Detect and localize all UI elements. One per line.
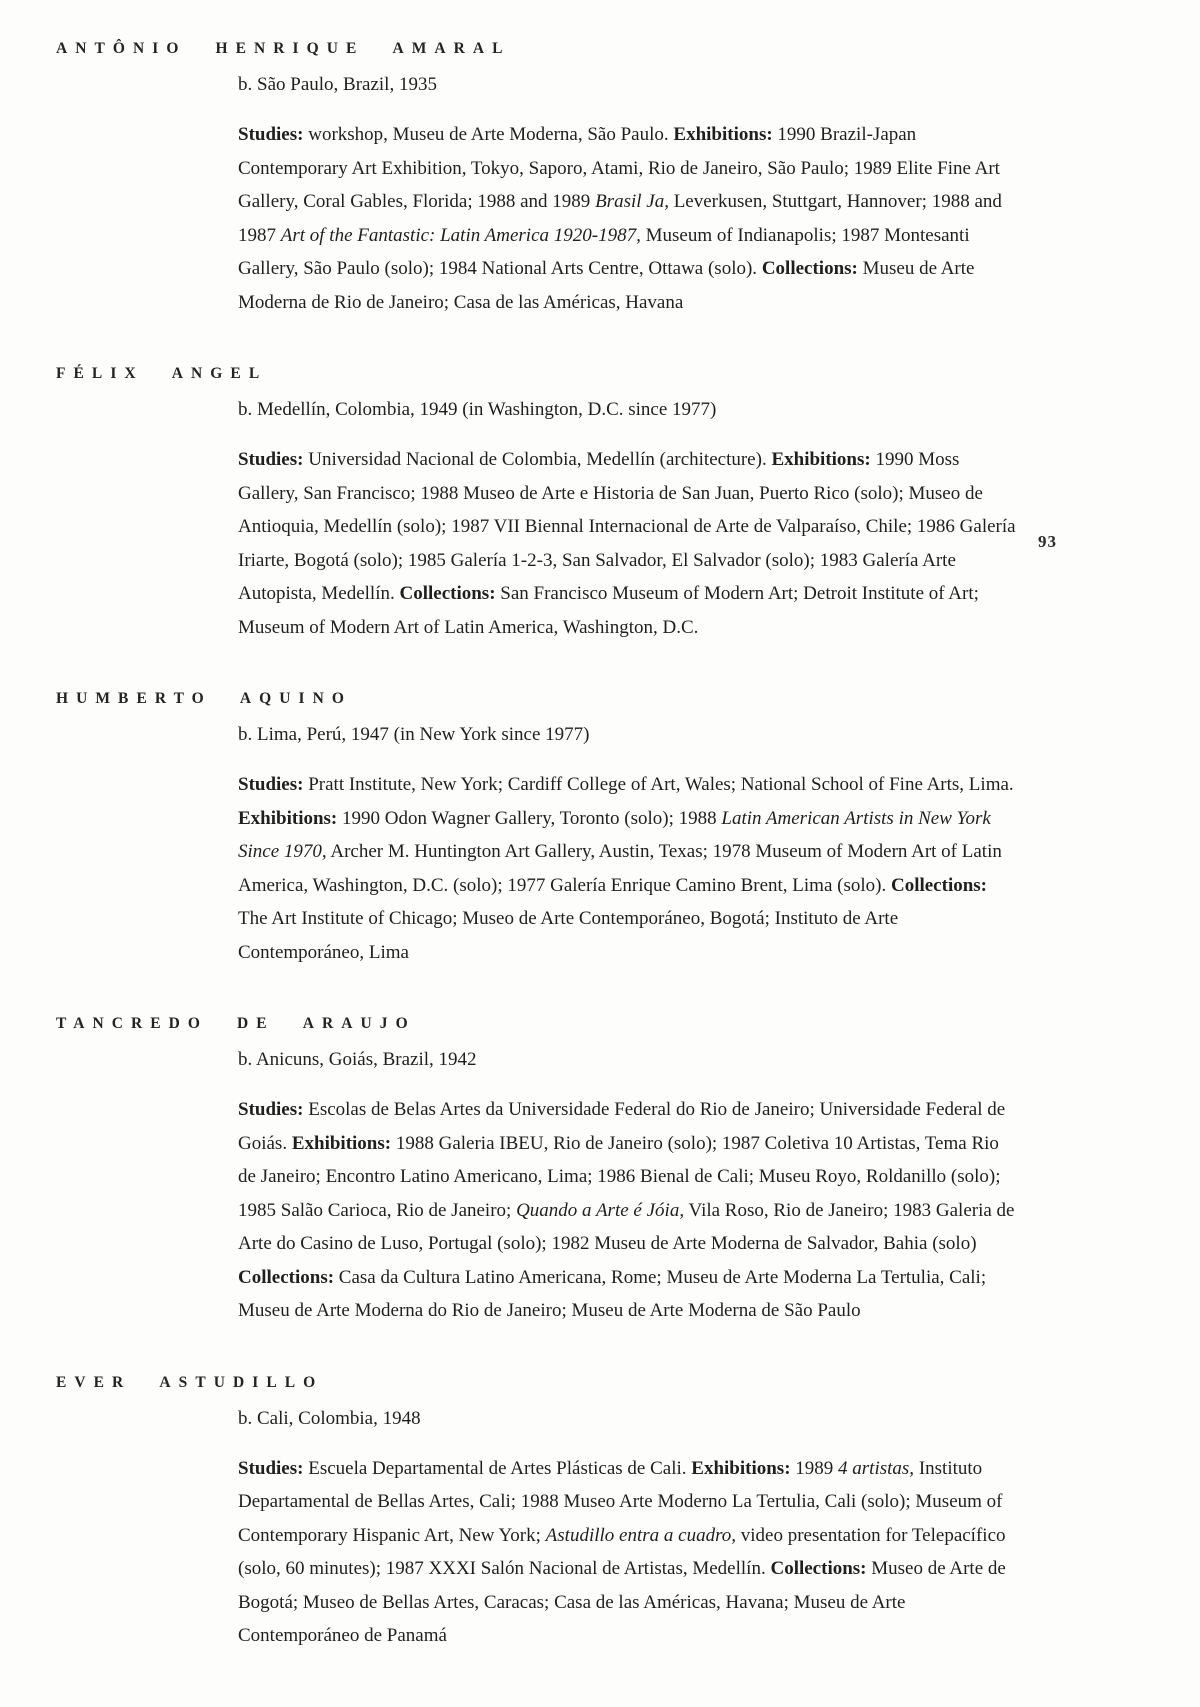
exhibition-title: Latin American Artists in New York Since 1970, — [238, 807, 991, 862]
artist-entry — [56, 40, 1200, 319]
bio-section-label: Collections: — [761, 258, 858, 279]
bio-text: 1990 Odon Wagner Gallery, Toronto (solo); 1988 — [337, 807, 722, 829]
bio-paragraph — [238, 443, 1016, 644]
exhibition-title: Astudillo entra a cuadro, — [545, 1524, 737, 1546]
bio-text: workshop, Museu de Arte Moderna, São Paulo. — [303, 124, 674, 145]
bio-text: 1988 Galeria IBEU, Rio de Janeiro (solo); 1987 Coletiva 10 Artistas, Tema Rio de Janeiro; Encontro Latino Americano, Lima; 1986 Bienal de Cali; Museu Royo, Roldanillo (solo); 1985 Salão Carioca, Rio de Janeiro; — [238, 1132, 1001, 1221]
bio-text: Vila Roso, Rio de Janeiro; 1983 Galeria de Arte do Casino de Luso, Portugal (solo); 1982 Museu de Arte Moderna de Salvador, Bahia (solo) — [238, 1199, 1015, 1254]
bio-section-label: Exhibitions: — [691, 1457, 791, 1479]
bio-text: Leverkusen, Stuttgart, Hannover; 1988 and 1987 — [238, 191, 1002, 246]
birth-line: b. Lima, Perú, 1947 (in New York since 1977) — [238, 724, 590, 745]
artist-name: EVER ASTUDILLO — [56, 1373, 324, 1391]
bio-section-label: Collections: — [770, 1558, 867, 1579]
artist-entry — [56, 690, 1200, 969]
bio-paragraph — [238, 768, 1016, 969]
bio-section-label: Exhibitions: — [238, 807, 338, 829]
bio-text: Pratt Institute, New York; Cardiff College of Art, Wales; National School of Fine Arts, Lima. — [303, 774, 1014, 795]
artist-name: FÉLIX ANGEL — [56, 365, 268, 382]
exhibition-title: Quando a Arte é Jóia, — [516, 1199, 685, 1221]
bio-text: The Art Institute of Chicago; Museo de Arte Contemporáneo, Bogotá; Instituto de Arte Contemporáneo, Lima — [238, 908, 899, 963]
bio-text: Casa da Cultura Latino Americana, Rome; Museu de Arte Moderna La Tertulia, Cali; Museu de Arte Moderna do Rio de Janeiro; Museu de Arte Moderna de São Paulo — [238, 1266, 987, 1321]
bio-text: 1989 — [790, 1457, 839, 1479]
bio-section-label: Collections: — [890, 874, 988, 896]
bio-text: Escuela Departamental de Artes Plásticas de Cali. — [303, 1457, 692, 1479]
artist-name: ANTÔNIO HENRIQUE AMARAL — [56, 40, 511, 57]
bio-text: San Francisco Museum of Modern Art; Detroit Institute of Art; Museum of Modern Art of Latin America, Washington, D.C. — [238, 583, 979, 638]
bio-text: Universidad Nacional de Colombia, Medellín (architecture). — [303, 449, 772, 470]
bio-text: Museu de Arte Moderna de Rio de Janeiro; Casa de las Américas, Havana — [238, 258, 975, 313]
bio-paragraph — [238, 1452, 1016, 1653]
artist-entry — [56, 365, 1200, 644]
bio-text: Instituto Departamental de Bellas Artes, Cali; 1988 Museo Arte Moderno La Tertulia, Cali (solo); Museum of Contemporary Hispanic Art, New York; — [238, 1457, 1003, 1546]
birth-line: b. São Paulo, Brazil, 1935 — [238, 74, 437, 95]
bio-text: Archer M. Huntington Art Gallery, Austin, Texas; 1978 Museum of Modern Art of Latin America, Washington, D.C. (solo); 1977 Galería Enrique Camino Brent, Lima (solo). — [238, 841, 1002, 896]
birth-line: b. Cali, Colombia, 1948 — [238, 1407, 421, 1429]
bio-paragraph — [238, 1093, 1016, 1328]
artist-entry — [56, 1374, 1200, 1653]
bio-section-label: Studies: — [238, 449, 304, 470]
artist-name: TANCREDO DE ARAUJO — [56, 1015, 416, 1032]
bio-section-label: Studies: — [238, 1457, 304, 1479]
exhibition-title: Art of the Fantastic: Latin America 1920-1987, — [280, 224, 641, 246]
bio-text: Museum of Indianapolis; 1987 Montesanti Gallery, São Paulo (solo); 1984 National Arts Centre, Ottawa (solo). — [238, 224, 970, 279]
bio-section-label: Studies: — [238, 774, 304, 795]
birth-line: b. Anicuns, Goiás, Brazil, 1942 — [238, 1049, 477, 1070]
exhibition-title: 4 artistas, — [838, 1457, 915, 1479]
bio-section-label: Collections: — [399, 583, 496, 604]
bio-text: 1990 Moss Gallery, San Francisco; 1988 Museo de Arte e Historia de San Juan, Puerto Rico (solo); Museo de Antioquia, Medellín (solo); 1987 VII Biennal Internacional de Arte de Valparaíso, Chile; 1986 Galería Iriarte, Bogotá (solo); 1985 Galería 1-2-3, San Salvador, El Salvador (solo); 1983 Galería Arte Autopista, Medellín. — [238, 449, 1016, 604]
page-number: 93 — [1038, 532, 1057, 551]
bio-section-label: Exhibitions: — [291, 1132, 392, 1154]
bio-text: 1990 Brazil-Japan Contemporary Art Exhibition, Tokyo, Saporo, Atami, Rio de Janeiro, São Paulo; 1989 Elite Fine Art Gallery, Coral Gables, Florida; 1988 and 1989 — [238, 124, 1000, 212]
artist-entries — [56, 40, 1200, 1653]
bio-section-label: Exhibitions: — [771, 449, 871, 470]
bio-text: Museo de Arte de Bogotá; Museo de Bellas Artes, Caracas; Casa de las Américas, Havana; Museu de Arte Contemporáneo de Panamá — [238, 1558, 1006, 1646]
artist-name: HUMBERTO AQUINO — [56, 690, 353, 707]
bio-text: video presentation for Telepacífico (solo, 60 minutes); 1987 XXXI Salón Nacional de Artistas, Medellín. — [238, 1524, 1006, 1579]
bio-section-label: Collections: — [238, 1266, 335, 1288]
bio-paragraph — [238, 118, 1016, 319]
exhibition-title: Brasil Ja, — [595, 191, 669, 212]
birth-line: b. Medellín, Colombia, 1949 (in Washington, D.C. since 1977) — [238, 399, 717, 420]
bio-section-label: Studies: — [238, 1099, 304, 1120]
bio-section-label: Exhibitions: — [673, 124, 773, 145]
artist-entry — [56, 1015, 1200, 1328]
bio-section-label: Studies: — [238, 124, 304, 145]
bio-text: Escolas de Belas Artes da Universidade Federal do Rio de Janeiro; Universidade Federal de Goiás. — [238, 1099, 1006, 1154]
